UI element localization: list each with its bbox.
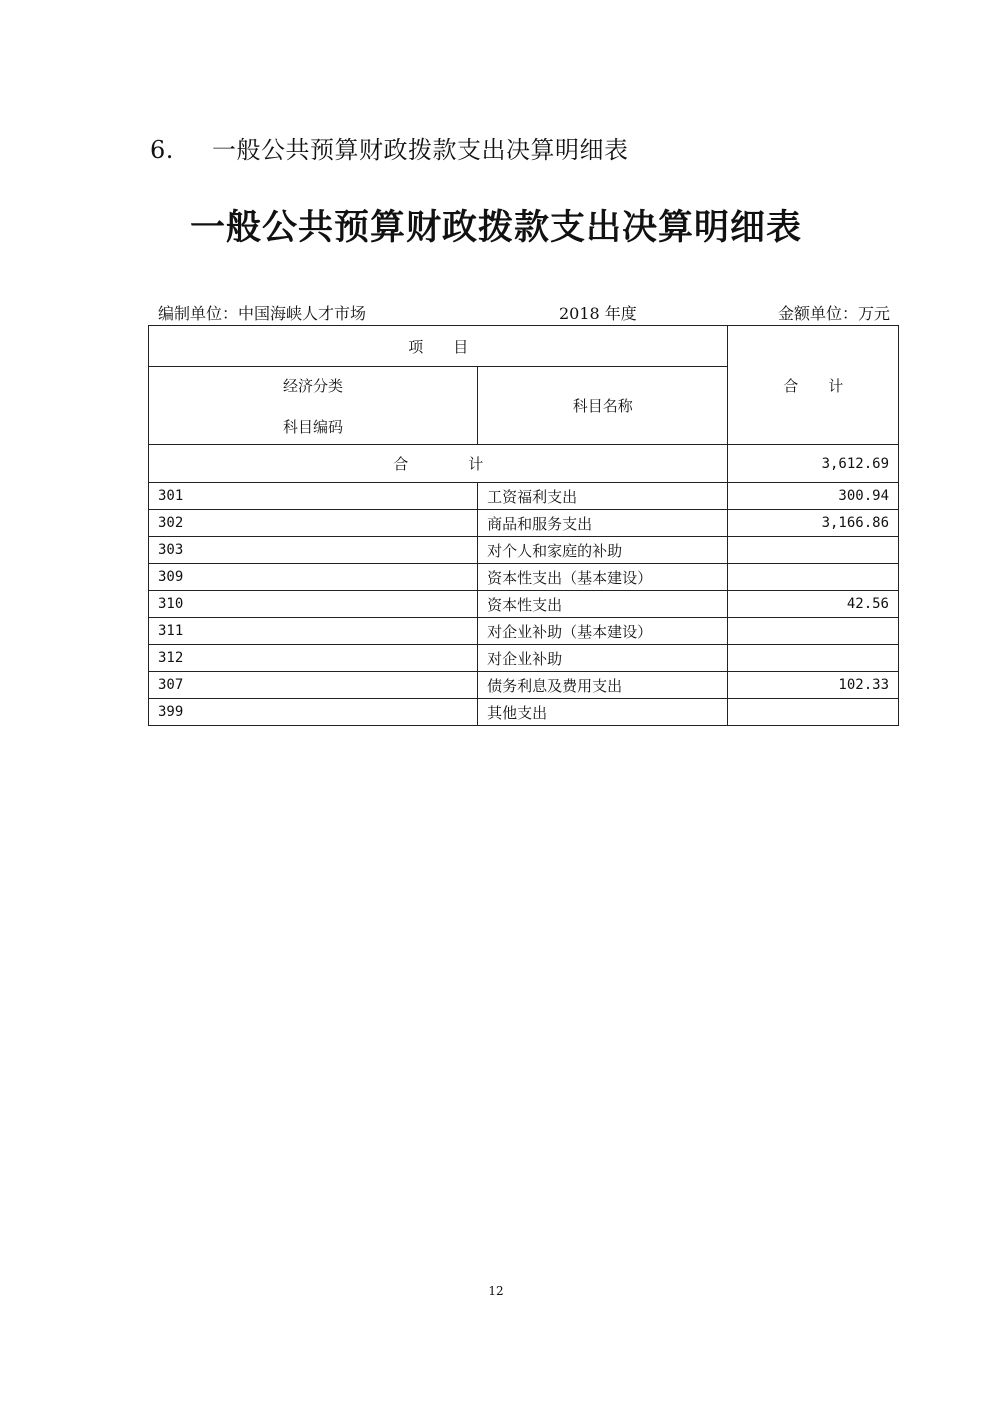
table-row xyxy=(149,672,899,699)
row-code: 312 xyxy=(149,645,478,672)
row-name: 资本性支出 xyxy=(478,591,728,618)
row-name: 对个人和家庭的补助 xyxy=(478,537,728,564)
row-amount: 300.94 xyxy=(728,483,899,510)
expenditure-table xyxy=(148,325,899,726)
total-amount: 3,612.69 xyxy=(728,445,899,483)
row-name: 工资福利支出 xyxy=(478,483,728,510)
row-code: 399 xyxy=(149,699,478,726)
row-code: 309 xyxy=(149,564,478,591)
row-amount xyxy=(728,537,899,564)
row-amount xyxy=(728,645,899,672)
header-name: 科目名称 xyxy=(478,367,728,445)
currency-unit: 金额单位：万元 xyxy=(777,304,890,323)
table-row xyxy=(149,699,899,726)
row-amount: 3,166.86 xyxy=(728,510,899,537)
row-code: 307 xyxy=(149,672,478,699)
header-econ-code-cell xyxy=(149,367,478,445)
section-title: 一般公共预算财政拨款支出决算明细表 xyxy=(212,136,629,164)
header-total: 合 计 xyxy=(728,326,899,445)
row-code: 310 xyxy=(149,591,478,618)
page-number: 12 xyxy=(488,1284,504,1298)
row-name: 资本性支出（基本建设） xyxy=(478,564,728,591)
row-name: 对企业补助（基本建设） xyxy=(478,618,728,645)
document-title: 一般公共预算财政拨款支出决算明细表 xyxy=(189,208,802,248)
compiling-unit: 编制单位：中国海峡人才市场 xyxy=(158,304,367,323)
table-row xyxy=(149,510,899,537)
table-row xyxy=(149,537,899,564)
row-code: 303 xyxy=(149,537,478,564)
row-code: 302 xyxy=(149,510,478,537)
table-row xyxy=(149,618,899,645)
section-number: 6. xyxy=(150,136,174,164)
header-item: 项 目 xyxy=(149,326,728,367)
row-name: 债务利息及费用支出 xyxy=(478,672,728,699)
row-name: 对企业补助 xyxy=(478,645,728,672)
row-code: 311 xyxy=(149,618,478,645)
table-meta xyxy=(158,301,890,323)
table-row xyxy=(149,564,899,591)
header-code: 科目编码 xyxy=(283,417,344,436)
fiscal-year: 2018 年度 xyxy=(559,304,637,323)
section-heading xyxy=(150,130,629,165)
table-row xyxy=(149,483,899,510)
header-row-item xyxy=(149,326,899,367)
header-econ: 经济分类 xyxy=(283,376,344,395)
row-amount xyxy=(728,618,899,645)
row-name: 其他支出 xyxy=(478,699,728,726)
total-row xyxy=(149,445,899,483)
row-amount: 42.56 xyxy=(728,591,899,618)
table-row xyxy=(149,645,899,672)
row-name: 商品和服务支出 xyxy=(478,510,728,537)
table-row xyxy=(149,591,899,618)
row-code: 301 xyxy=(149,483,478,510)
row-amount xyxy=(728,699,899,726)
total-label: 合 计 xyxy=(149,445,728,483)
row-amount: 102.33 xyxy=(728,672,899,699)
row-amount xyxy=(728,564,899,591)
